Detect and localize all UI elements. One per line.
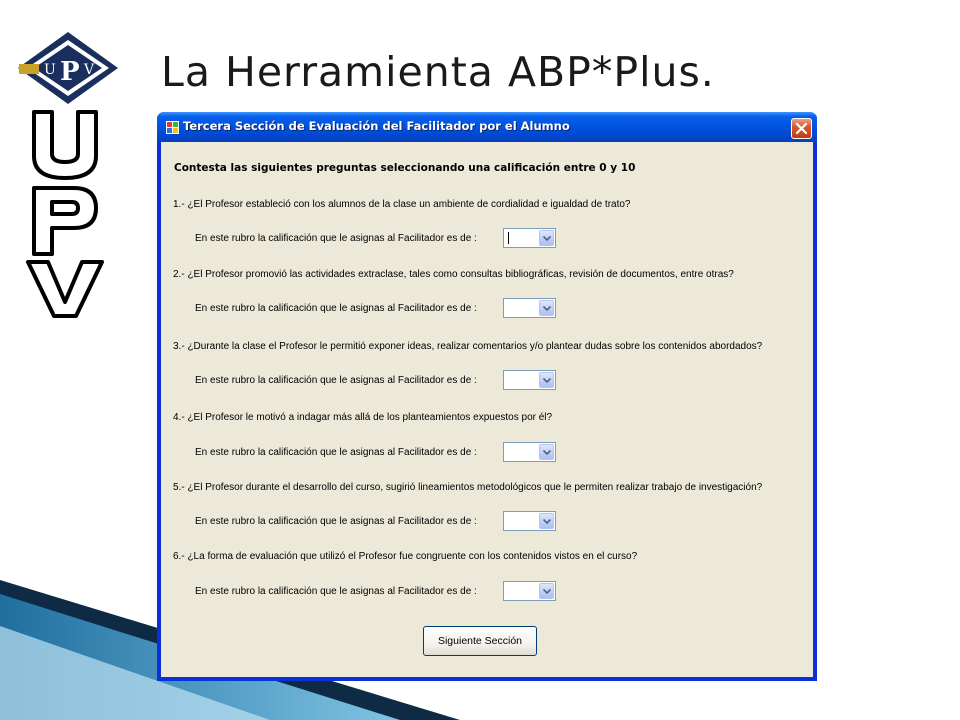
- rating-label-5: En este rubro la calificación que le asignas al Facilitador es de :: [195, 516, 477, 527]
- upv-stacked-letters: [20, 108, 110, 320]
- rating-select-3[interactable]: [503, 370, 556, 390]
- upv-emblem-logo: [14, 30, 124, 110]
- chevron-down-icon: [543, 450, 551, 455]
- chevron-down-icon: [543, 519, 551, 524]
- evaluation-dialog-window: [157, 112, 817, 681]
- question-4: 4.- ¿El Profesor le motivó a indagar más allá de los planteamientos expuestos por él?: [173, 412, 553, 423]
- close-icon: [792, 119, 811, 138]
- chevron-down-icon: [543, 378, 551, 383]
- rating-select-5[interactable]: [503, 511, 556, 531]
- rating-select-2[interactable]: [503, 298, 556, 318]
- next-section-button[interactable]: Siguiente Sección: [423, 626, 537, 656]
- rating-label-6: En este rubro la calificación que le asignas al Facilitador es de :: [195, 586, 477, 597]
- question-5: 5.- ¿El Profesor durante el desarrollo del curso, sugirió lineamientos metodológicos que le permiten realizar trabajo de investigación?: [173, 482, 763, 493]
- slide-title: La Herramienta ABP*Plus.: [161, 48, 715, 96]
- dialog-titlebar[interactable]: [157, 112, 817, 142]
- rating-select-1[interactable]: [503, 228, 556, 248]
- dialog-title: Tercera Sección de Evaluación del Facilitador por el Alumno: [183, 119, 570, 133]
- chevron-down-icon: [543, 236, 551, 241]
- svg-text:V: V: [84, 62, 95, 78]
- rating-label-4: En este rubro la calificación que le asignas al Facilitador es de :: [195, 447, 477, 458]
- window-app-icon: [166, 121, 179, 134]
- close-button[interactable]: [791, 118, 812, 139]
- question-2: 2.- ¿El Profesor promovió las actividades extraclase, tales como consultas bibliográficas, revisión de documentos, entre otras?: [173, 269, 734, 280]
- dropdown-button[interactable]: [539, 444, 554, 460]
- rating-label-1: En este rubro la calificación que le asignas al Facilitador es de :: [195, 233, 477, 244]
- svg-text:P: P: [60, 57, 80, 87]
- dropdown-button[interactable]: [539, 372, 554, 388]
- chevron-down-icon: [543, 306, 551, 311]
- dropdown-button[interactable]: [539, 300, 554, 316]
- rating-select-4[interactable]: [503, 442, 556, 462]
- question-3: 3.- ¿Durante la clase el Profesor le permitió exponer ideas, realizar comentarios y/o plantear dudas sobre los contenidos abordados?: [173, 341, 763, 352]
- rating-label-2: En este rubro la calificación que le asignas al Facilitador es de :: [195, 303, 477, 314]
- svg-text:U: U: [44, 62, 56, 78]
- question-6: 6.- ¿La forma de evaluación que utilizó el Profesor fue congruente con los contenidos vistos en el curso?: [173, 551, 638, 562]
- dropdown-button[interactable]: [539, 230, 554, 246]
- dropdown-button[interactable]: [539, 583, 554, 599]
- dialog-client-area: [161, 142, 813, 677]
- text-caret: [508, 232, 509, 244]
- instructions-heading: Contesta las siguientes preguntas seleccionando una calificación entre 0 y 10: [174, 162, 636, 174]
- chevron-down-icon: [543, 589, 551, 594]
- rating-label-3: En este rubro la calificación que le asignas al Facilitador es de :: [195, 375, 477, 386]
- question-1: 1.- ¿El Profesor estableció con los alumnos de la clase un ambiente de cordialidad e igualdad de trato?: [173, 199, 631, 210]
- dropdown-button[interactable]: [539, 513, 554, 529]
- rating-select-6[interactable]: [503, 581, 556, 601]
